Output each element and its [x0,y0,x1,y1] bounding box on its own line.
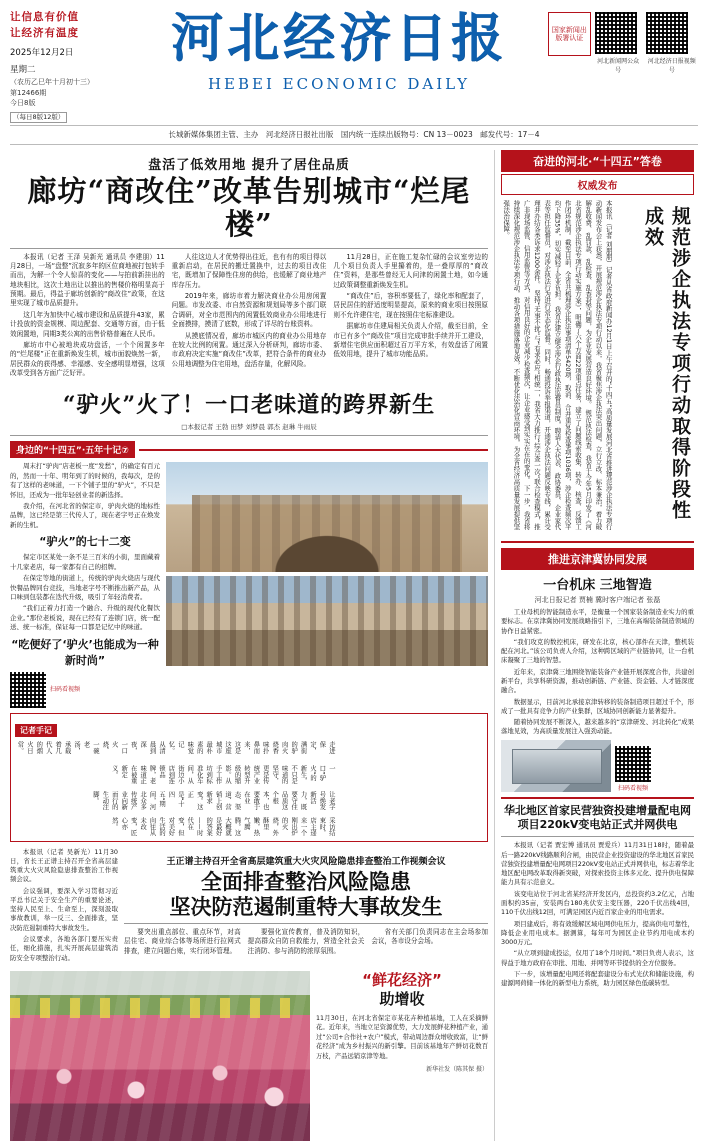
paragraph: 在保定等地的街道上，传统的驴肉火烧店与现代快餐品牌同台竞技，当地老字号不断推出新产品，从口味到包装都在迭代升级，吸引了年轻消费者。 [10,574,160,601]
series-photos [166,462,488,707]
qr-caption-1: 河北新闻网公众号 [597,58,640,74]
newspaper-title: 河北经济日报 [170,8,507,69]
paragraph: 项目建成后，将有效缓解区域电网供电压力，提高供电可靠性，降低企业用电成本。据测算，每年可为园区企业节约用电成本约3000万元。 [501,919,694,947]
paragraph: 省有关部门负责同志在主会场参加会议，各市设分会场。 [371,927,489,946]
masthead-left [10,8,130,123]
qr-code-icon[interactable] [646,12,688,54]
photo-flower-field [10,971,310,1141]
paragraph: 我介绍，在河北省的保定市，驴肉火烧的地标性品牌，这已经是第三代传人了，现在老字号正在焕发新的生机。 [10,502,160,529]
paragraph: 要突出重点部位、重点环节，对高层住宅、商业综合体等场所进行拉网式排查，建立问题台账，实行闭环管理。 [124,927,241,955]
divider [10,248,488,249]
reporter-note-title: 记者手记 [15,724,57,737]
newspaper-title-en: HEBEI ECONOMIC DAILY [207,74,471,93]
mid-story-main [124,848,488,965]
right-banner-secondary: 权威发布 [501,174,694,195]
paragraph: 规范执法检查，我省于今年5月印发了《河北省规范涉企执法专项行动实施方案》，明确了六个方面22项重点任务，建立了问题线索收集、转办、核查、反馈工作闭环机制。截至目前，全省共梳理涉企执法事项清单5420项，取消、合并重复检查事项1036项，涉企检查频次平均下降35%，切实减轻了企业负担。 [553,200,593,530]
photo-cnc-machine [501,740,611,792]
series-tag[interactable]: 身边的“十四五”·五年十记⑦ [10,441,135,458]
slogan-line-1: 让信息有价值 [10,11,79,23]
paragraph: 工业母机的智能制造水平，是衡量一个国家装备制造业实力的重要标志。在京津冀协同发展战略指引下，三地在高端装备制造领域的协作日益紧密。 [501,608,694,635]
publisher-info-bar: 长城新媒体集团主管、主办 河北经济日报社出版 国内统一连续出版物号：CN 13－0023 邮发代号：17－4 [10,126,698,145]
photo-ancient-street [166,462,488,572]
mid-column-1 [124,928,241,958]
mid-column-3 [371,928,488,958]
machine-story-byline: 河北日报记者 贾楠 冀时客户端记者 张磊 [534,596,661,604]
weekday: 星期二 [10,65,36,76]
paragraph: 数据显示，目前河北承接京津转移的装备制造项目超过千个，形成了一批具有竞争力的产业集群，区域协同创新能力显著提升。 [501,697,694,715]
paragraph: “我们攻克的数控机床，研发在北京，核心部件在天津，整机装配在河北。”该公司负责人介绍，这种跨区域的产业链协同，让一台机床凝聚了三地的智慧。 [501,637,694,665]
lead-column-1 [10,253,165,381]
mid-column-2 [248,928,365,958]
paragraph: 会议要求，各地各部门要压实责任，细化措施，扎实开展高层建筑消防安全专项整治行动。 [10,935,118,962]
note-column: 一口“驴火”的新生，不只是味道的坚守，更是传统产业转型升级的缩影。从手工作坊到标准化车间，从街边小店到连锁品牌，老味道正在被重新定义。 [110,765,335,785]
series-text [10,462,160,707]
feature-byline: □本报记者 王勃 田梦 刘梦晨 郭杰 赵琳 牛雨辰 [181,423,317,432]
vertical-article [501,200,694,536]
photo-old-town [166,576,488,666]
content-grid [10,150,698,1141]
paragraph: 本报讯（记者 吴新光）11月30日，省长王正谱主持召开全省高层建筑重大火灾风险隐患排查整治工作视频会议。 [10,847,118,884]
page-note: （每日8版12版） [10,112,67,123]
qr-code-icon[interactable] [595,12,637,54]
machine-story-headline[interactable]: 一台机床 三地智造 [543,578,652,593]
divider [501,541,694,543]
paragraph: 保定市区某处一条不足三百米的小街，里面藏着十几家老店，每一家都有自己的招牌。 [10,553,160,571]
qr-code-video[interactable] [646,12,699,74]
scan-video-note: 扫码看视频 [617,784,648,792]
paragraph: 从摸底情况看，廊坊市城区内的商业办公用地存在较大比例的闲置。通过深入分析研判，廊坊市委、市政府决定实施“商改住”改革，把符合条件的商业办公用地调整为住宅用地，盘活存量，化解风险。 [171,331,327,368]
paragraph: 下一步，我省将持续深化规范涉企执法专项行动，推动各项措施落地见效，不断优化法治化营商环境，为全省经济高质量发展提供坚强法治保障。 [502,200,531,530]
qr-caption-2: 河北经济日报视频号 [647,58,696,74]
masthead [10,8,698,126]
divider [501,797,694,799]
paragraph: 下一步，该增量配电网还将配套建设分布式光伏和储能设施，构建源网荷储一体化的新型电力系统，助力园区绿色低碳转型。 [501,969,694,988]
flower-caption: 11月30日，在河北省保定市某花卉种植基地，工人在采摘鲜花。近年来，当地立足资源优势，大力发展鲜花种植产业，通过“公司+合作社+农户”模式，带动周边群众增收致富，让“鲜花经济”成为乡村振兴的新引擎。目前该基地年产鲜切花数百万枝，产品远销京津等地。 [316,1014,488,1060]
divider [10,435,488,436]
right-banner-primary[interactable]: 奋进的河北·“十四五”答卷 [501,150,694,172]
divider [501,836,694,837]
flower-story [316,971,488,1141]
paragraph: 廊坊市中心被地块成功盘活，一个个闲置多年的“烂尾楼”正在重新焕发生机，城市面貌焕然一新，居民群众的获得感、幸福感、安全感明显增强，这项改革受到各方面广泛好评。 [10,340,165,377]
paragraph: 会议强调，要深入学习贯彻习近平总书记关于安全生产的重要论述，坚持人民至上、生命至上，深刻汲取事故教训，举一反三、全面排查，坚决防范遏制重特大事故发生。 [10,886,118,932]
lead-headline[interactable]: 廊坊“商改住”改革告别城市“烂尾楼” [27,174,471,242]
series-feature [10,462,488,707]
paragraph: 本报讯（记者 王泽 吴新光 通讯员 李建朋）11月28日，一场“盘整”沉寂多年的区位商地被打包转手而出，为解一个令人惊喜的变化——与拍前新挂出的地块相比，这次土地出让以推出的售楼价格明显高于预期。最后，得益于廊坊创新的“商改住”政策，在这里实现了城市品质提升。 [10,252,165,308]
qr-code-icon[interactable] [615,746,651,782]
slogan-line-2: 让经济有温度 [10,26,79,39]
divider [124,923,488,924]
scan-video-note: 扫码看视频 [50,685,81,693]
masthead-center [130,8,548,93]
power-station-headline[interactable]: 华北地区首家民营独资投建增量配电网项目220kV变电站正式并网供电 [504,803,691,831]
paragraph: 随着协同发展不断深入，越来越多的“京津研发、河北转化”成果落地见效，为高质量发展注入强劲动能。 [501,718,694,736]
paragraph: 本报讯（记者 贾宏博 通讯员 贾爱兵）11月31日18时，随着最后一路220kV线路顺利合闸，由民营企业投资建设的华北地区首家民营独资投建增量配电网项目220kV变电站正式并网供电，标志着华北地区配电网改革取得新突破，对探索投资主体多元化、提升供电保障能力具有示范意义。 [501,841,694,887]
paragraph: 坚持“无事不扰”与“有求必应”相统一，我省大力推行“综合查一次”联合检查模式，推广非现场监管、信用监管等方式，对信用良好的企业减少检查频次，让企业感受到实实在在的变化。 [522,200,541,530]
certification-stamp: 国家新闻出版署认证 [548,12,591,56]
power-station-body [501,841,694,988]
mid-story [10,848,488,965]
paragraph: 11月28日，正在施工复杂忙碌的会议室旁边的几个项目负责人手里攥着的，是一叠厚厚的“商改住”资料，是那些曾经无人问津的闲置土地，如今通过政策调整重新焕发生机。 [333,252,489,289]
mid-story-kicker: 王正谱主持召开全省高层建筑重大火灾风险隐患排查整治工作视频会议 [166,856,446,867]
reporter-note-box [10,713,488,842]
machine-story-body [501,608,694,737]
mid-story-headline-2[interactable]: 坚决防范遏制重特大事故发生 [169,893,443,919]
paragraph: “商改住”后，容积率要低了，绿化率和配套了，居民居住的舒适度明显提高，原来的商业项目按照原则不允许建住宅，现在按照住宅标准建设。 [333,292,489,319]
note-column: 走进保定，满街的驴肉火烧香味扑鼻而来，这是这座城市最朴素的味觉记忆。从清晨到深夜，一口火烧、一碗老汤，承载着几代人的烟火日常。 [16,740,335,754]
mid-story-left-text [10,848,118,965]
paragraph: 周末打“驴肉”店老板一度“发愁”，的确定有百元的，然而一十年、明年到了的时候的，我每次，是的有了这样的老味道，一下个铺子里的“驴火”，不只是怀旧，还成为一批年轻创业者的新选择。 [10,462,160,499]
paragraph: 人往这边人才优势得出往近，也有有的项目得以重新启动，在居民的搬迁置换中，过去的项目改住宅，既增加了保障性住房的供给，也缓解了商业地产库存压力。 [171,252,327,289]
qr-code-newsweb[interactable] [595,12,642,74]
paragraph: “从立项到建成投运，仅用了18个月时间。”项目负责人表示，这得益于地方政府在审批、用地、并网等环节提供的全方位服务。 [501,949,694,967]
right-column [494,150,694,1141]
mid-story-headline-1[interactable]: 全面排查整治风险隐患 [201,868,411,894]
paragraph: 要强化宣传教育，普及消防知识，提高群众自防自救能力，营造全社会关注消防、参与消防的浓厚氛围。 [247,927,365,955]
publication-date: 2025年12月2日 [10,47,74,58]
lead-kicker: 盘活了低效用地 提升了居住品质 [148,158,350,173]
photo-credit: 新华社发（陈其保 摄） [426,1066,488,1074]
note-column: 采访结束时，店主递来一个刚出炉的火烧，外酥里嫩，热气腾腾。这大概就是最好的答案——时代在变，但对美好生活的向往从未改变，匠心亦然。 [110,817,335,837]
series-subhead-1: “驴火”的七十二变 [39,535,131,549]
flower-headline[interactable] [316,971,488,1010]
paragraph: “我们正着力打造一个融合、升级的现代化餐饮企业。”那位老板说，现在已经有了连锁门店，统一配送、统一标准，保证每一口都是记忆中的味道。 [10,604,160,632]
mid-story-body [124,928,488,958]
coordinated-development-banner[interactable]: 推进京津冀协同发展 [501,548,694,570]
flower-headline-highlight: “鲜花经济” [362,970,442,989]
issue-number: 第12466期 [10,88,47,97]
flower-headline-rest: 助增收 [379,990,425,1009]
bottom-section [10,971,488,1141]
series-subhead-2: “吃便好了‘驴火’也能成为一种新时尚” [11,637,159,667]
machine-photo-row [501,740,694,792]
paragraph: 据廊坊市住建局相关负责人介绍，截至目前，全市已有多个“商改住”项目完成审批手续并开工建设，新增住宅供应面积超过百万平方米，有效盘活了闲置低效用地，提升了城市功能品质。 [333,322,489,359]
note-column: 让老字号焕发新活力，既要守住品质这个根本，也要敢于在业态、渠道、营销上创新求变。这正是“十四五”期间，河北众多传统产业向新而行的生动注脚。 [91,790,335,810]
paragraph: 近年来，京津冀三地围绕智能装备产业链开展深度合作，共建创新平台，共享科研资源，推动创新链、产业链、资金链、人才链深度融合。 [501,667,694,695]
masthead-right [548,8,698,74]
paragraph: 本报讯（记者 刘朋朋）记者从省政府新闻办12月1日上午召开的“十四五”高质量发展河北省推进规范涉企执法专项行动新闻发布会上获悉，开展规范涉企执法专项行动以来，我省聚焦涉企执法突出问题，立行立改、标本兼治，着力破解乱收费、乱罚款、乱检查、乱查封等问题，为企业发展营造良好环境。 [584,200,613,530]
series-banner [10,441,488,458]
lead-column-2 [172,253,327,381]
banner-rule [139,449,488,451]
reporter-note-body [15,741,336,837]
paragraph: 我省还建立健全涉企行政执法监督员制度，聘请人大代表、政协委员、企业家代表等担任监督员，对涉企执法行为进行常态化监督。同时，畅通投诉举报渠道，开通涉企执法问题反映专线，累计受理并办结各类诉求1200余件。 [533,200,562,531]
vertical-article-body [501,200,614,530]
main-column [10,150,488,1141]
lead-column-3 [333,253,488,381]
lead-article-body [10,253,488,381]
paragraph: 2019年来，廊坊市着力解决商业办公用房闲置问题。市发改委、市自然资源和规划局等多个部门联合调研，对全市范围内的闲置低效商业办公用地进行全面摸排，摸清了底数，形成了详尽的台账资料。 [171,292,327,329]
feature-headline[interactable]: “驴火”火了！一口老味道的跨界新生 [62,392,436,419]
qr-code-icon[interactable] [10,672,46,708]
paragraph: 该变电站位于河北省某经济开发区内，总投资约3.2亿元，占地面积约35亩，安装两台180兆伏安主变压器，220千伏出线4回，110千伏出线12回，可满足园区内近百家企业的用电需求。 [501,889,694,917]
lunar-date: （农历乙巳年十月初十三） [10,78,94,86]
today-pages: 今日8版 [10,99,36,107]
vertical-headline[interactable]: 规范涉企执法专项行动取得阶段性成效 [642,206,691,521]
paragraph: 这几年为加快中心城市建设和品质提升43家，累计投放的资金规模、周边配套、交通等方面，由于低效闲置地，同期3类公寓的出售价格普遍在人民币。 [10,310,165,338]
